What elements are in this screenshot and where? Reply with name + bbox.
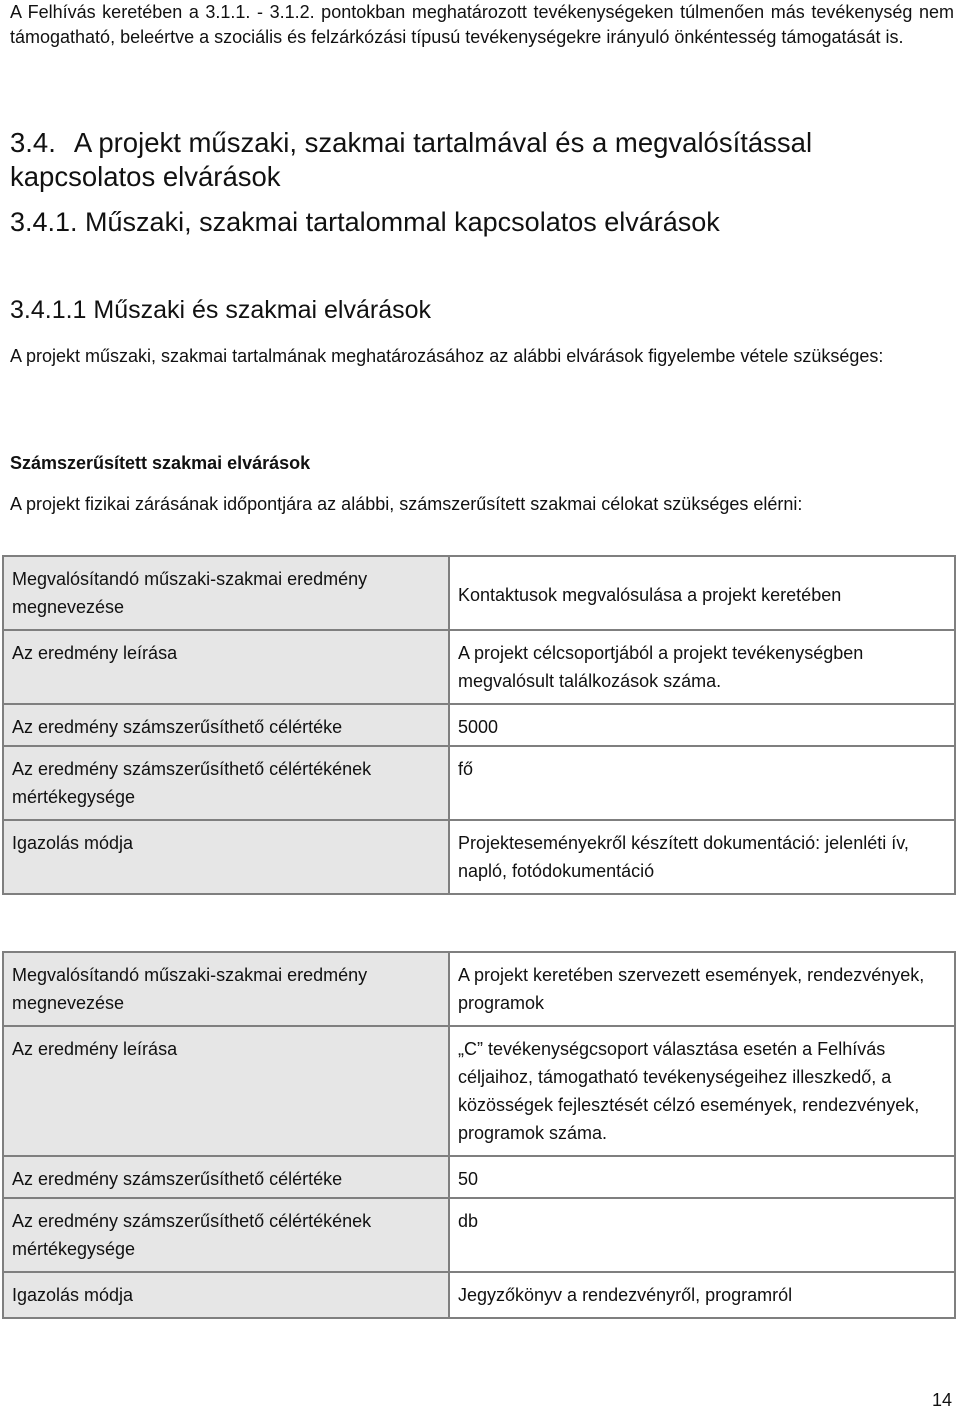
table-row (3, 630, 955, 704)
section-heading (10, 126, 910, 194)
row-label: Az eredmény számszerűsíthető célértéke (3, 704, 449, 746)
row-value: Projekteseményekről készített dokumentáció: jelenléti ív, napló, fotódokumentáció (449, 820, 955, 894)
section-title: A projekt műszaki, szakmai tartalmával és a megvalósítással kapcsolatos elvárások (10, 127, 813, 192)
row-value: 5000 (449, 704, 955, 746)
table-row (3, 1272, 955, 1318)
table-row (3, 704, 955, 746)
table-row (3, 1198, 955, 1272)
row-label: Megvalósítandó műszaki-szakmai eredmény megnevezése (3, 952, 449, 1026)
subsubsection-heading: 3.4.1.1 Műszaki és szakmai elvárások (10, 296, 432, 324)
row-label: Az eredmény számszerűsíthető célértékének mértékegysége (3, 746, 449, 820)
row-value: „C” tevékenységcsoport választása esetén a Felhívás céljaihoz, támogatható tevékenységeihez illeszkedő, a közösségek fejlesztését célzó események, rendezvények, programok száma. (449, 1026, 955, 1156)
section-number: 3.4. (10, 127, 56, 158)
table-row (3, 556, 955, 630)
table-row (3, 746, 955, 820)
intro-paragraph: A Felhívás keretében a 3.1.1. - 3.1.2. pontokban meghatározott tevékenységeken túlmenően más tevékenység nem támogatható, beleértve a szociális és felzárkózási típusú tevékenységekre irányuló önkéntesség támogatását is. (10, 2, 954, 47)
quantified-intro: A projekt fizikai zárásának időpontjára az alábbi, számszerűsített szakmai célokat szükséges elérni: (10, 494, 803, 514)
subsection-heading: 3.4.1. Műszaki, szakmai tartalommal kapcsolatos elvárások (10, 207, 720, 237)
table-row (3, 820, 955, 894)
row-label: Az eredmény számszerűsíthető célértéke (3, 1156, 449, 1198)
row-label: Igazolás módja (3, 1272, 449, 1318)
quantified-heading: Számszerűsített szakmai elvárások (10, 453, 311, 473)
row-value: Kontaktusok megvalósulása a projekt keretében (449, 556, 955, 630)
row-label: Az eredmény számszerűsíthető célértékének mértékegysége (3, 1198, 449, 1272)
row-value: Jegyzőkönyv a rendezvényről, programról (449, 1272, 955, 1318)
row-value: A projekt célcsoportjából a projekt tevékenységben megvalósult találkozások száma. (449, 630, 955, 704)
row-label: Az eredmény leírása (3, 1026, 449, 1156)
row-value: 50 (449, 1156, 955, 1198)
table-row (3, 1156, 955, 1198)
row-label: Igazolás módja (3, 820, 449, 894)
requirements-table-1 (2, 555, 956, 895)
row-value: A projekt keretében szervezett események, rendezvények, programok (449, 952, 955, 1026)
page-number: 14 (931, 1390, 952, 1410)
row-label: Megvalósítandó műszaki-szakmai eredmény megnevezése (3, 556, 449, 630)
row-value: fő (449, 746, 955, 820)
table-row (3, 1026, 955, 1156)
requirements-paragraph: A projekt műszaki, szakmai tartalmának meghatározásához az alábbi elvárások figyelembe vétele szükséges: (10, 346, 884, 366)
table-row (3, 952, 955, 1026)
requirements-table-2 (2, 951, 956, 1319)
row-label: Az eredmény leírása (3, 630, 449, 704)
row-value: db (449, 1198, 955, 1272)
